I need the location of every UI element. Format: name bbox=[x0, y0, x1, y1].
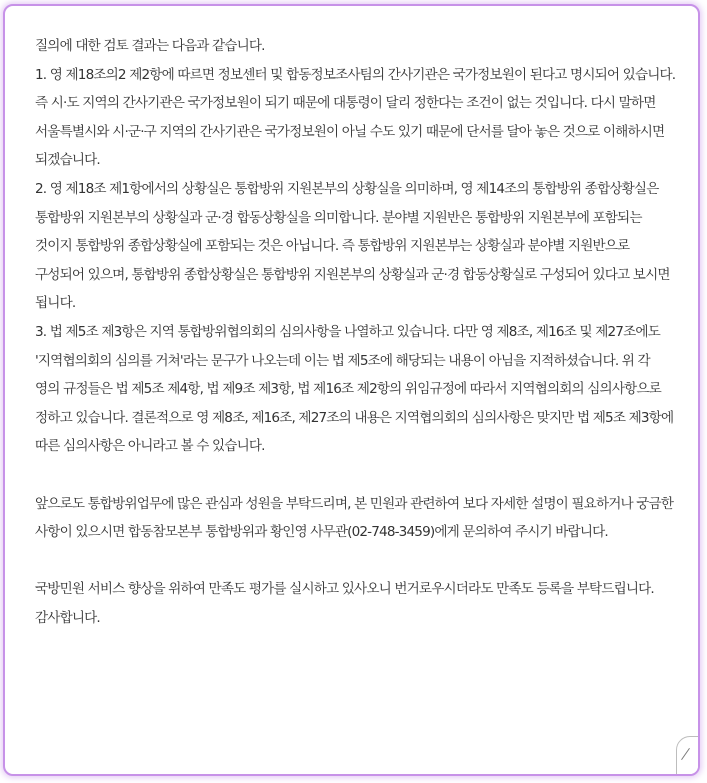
satisfaction-paragraph: 국방민원 서비스 향상을 위하여 만족도 평가를 실시하고 있사오니 번거로우시더라도 만족도 등록을 부탁드립니다. bbox=[35, 581, 654, 598]
thanks-text: 감사합니다. bbox=[35, 609, 100, 626]
answer-item-1: 1. 영 제18조의2 제2항에 따르면 정보센터 및 합동정보조사팀의 간사기관은 국가정보원이 된다고 명시되어 있습니다. 즉 시·도 지역의 간사기관은 국가정보원이 되기 때문에 대통령이 달리 정한다는 조건이 없는 것입니다. 다시 말하면 서울특별시와 시·군·구 지역의 간사기관은 국가정보원이 아닐 수도 있기 때문에 단서를 달아 놓은 것으로 이해하시면 되겠습니다. bbox=[35, 66, 676, 169]
intro-text: 질의에 대한 검토 결과는 다음과 같습니다. bbox=[35, 38, 265, 54]
document-frame bbox=[3, 4, 700, 776]
answer-item-3: 3. 법 제5조 제3항은 지역 통합방위협의회의 심의사항을 나열하고 있습니다. 다만 영 제8조, 제16조 및 제27조에도 '지역협의회의 심의를 거쳐'라는 문구가 나오는데 이는 법 제5조에 해당되는 내용이 아님을 지적하셨습니다. 위 각 영의 규정들은 법 제5조 제4항, 법 제9조 제3항, 법 제16조 제2항의 위임규정에 따라서 지역협의회의 심의사항으로 정하고 있습니다. 결론적으로 영 제8조, 제16조, 제27조의 내용은 지역협의회의 심의사항은 맞지만 법 제5조 제3항에 따른 심의사항은 아니라고 볼 수 있습니다. bbox=[35, 323, 674, 455]
paragraph-spacer bbox=[35, 547, 677, 576]
response-body bbox=[35, 32, 677, 632]
contact-paragraph: 앞으로도 통합방위업무에 많은 관심과 성원을 부탁드리며, 본 민원과 관련하여 보다 자세한 설명이 필요하거나 궁금한 사항이 있으시면 합동참모본부 통합방위과 황인영 사무관(02-748-3459)에게 문의하여 주시기 바랍니다. bbox=[35, 495, 674, 541]
paragraph-spacer bbox=[35, 461, 677, 490]
resize-handle-icon[interactable] bbox=[676, 736, 700, 776]
answer-item-2: 2. 영 제18조 제1항에서의 상황실은 통합방위 지원본부의 상황실을 의미하며, 영 제14조의 통합방위 종합상황실은 통합방위 지원본부의 상황실과 군·경 합동상황실을 의미합니다. 분야별 지원반은 통합방위 지원본부에 포함되는 것이지 통합방위 종합상황실에 포함되는 것은 아닙니다. 즉 통합방위 지원본부는 상황실과 분야별 지원반으로 구성되어 있으며, 통합방위 종합상황실은 통합방위 지원본부의 상황실과 군·경 합동상황실로 구성되어 있다고 보시면 됩니다. bbox=[35, 180, 670, 312]
